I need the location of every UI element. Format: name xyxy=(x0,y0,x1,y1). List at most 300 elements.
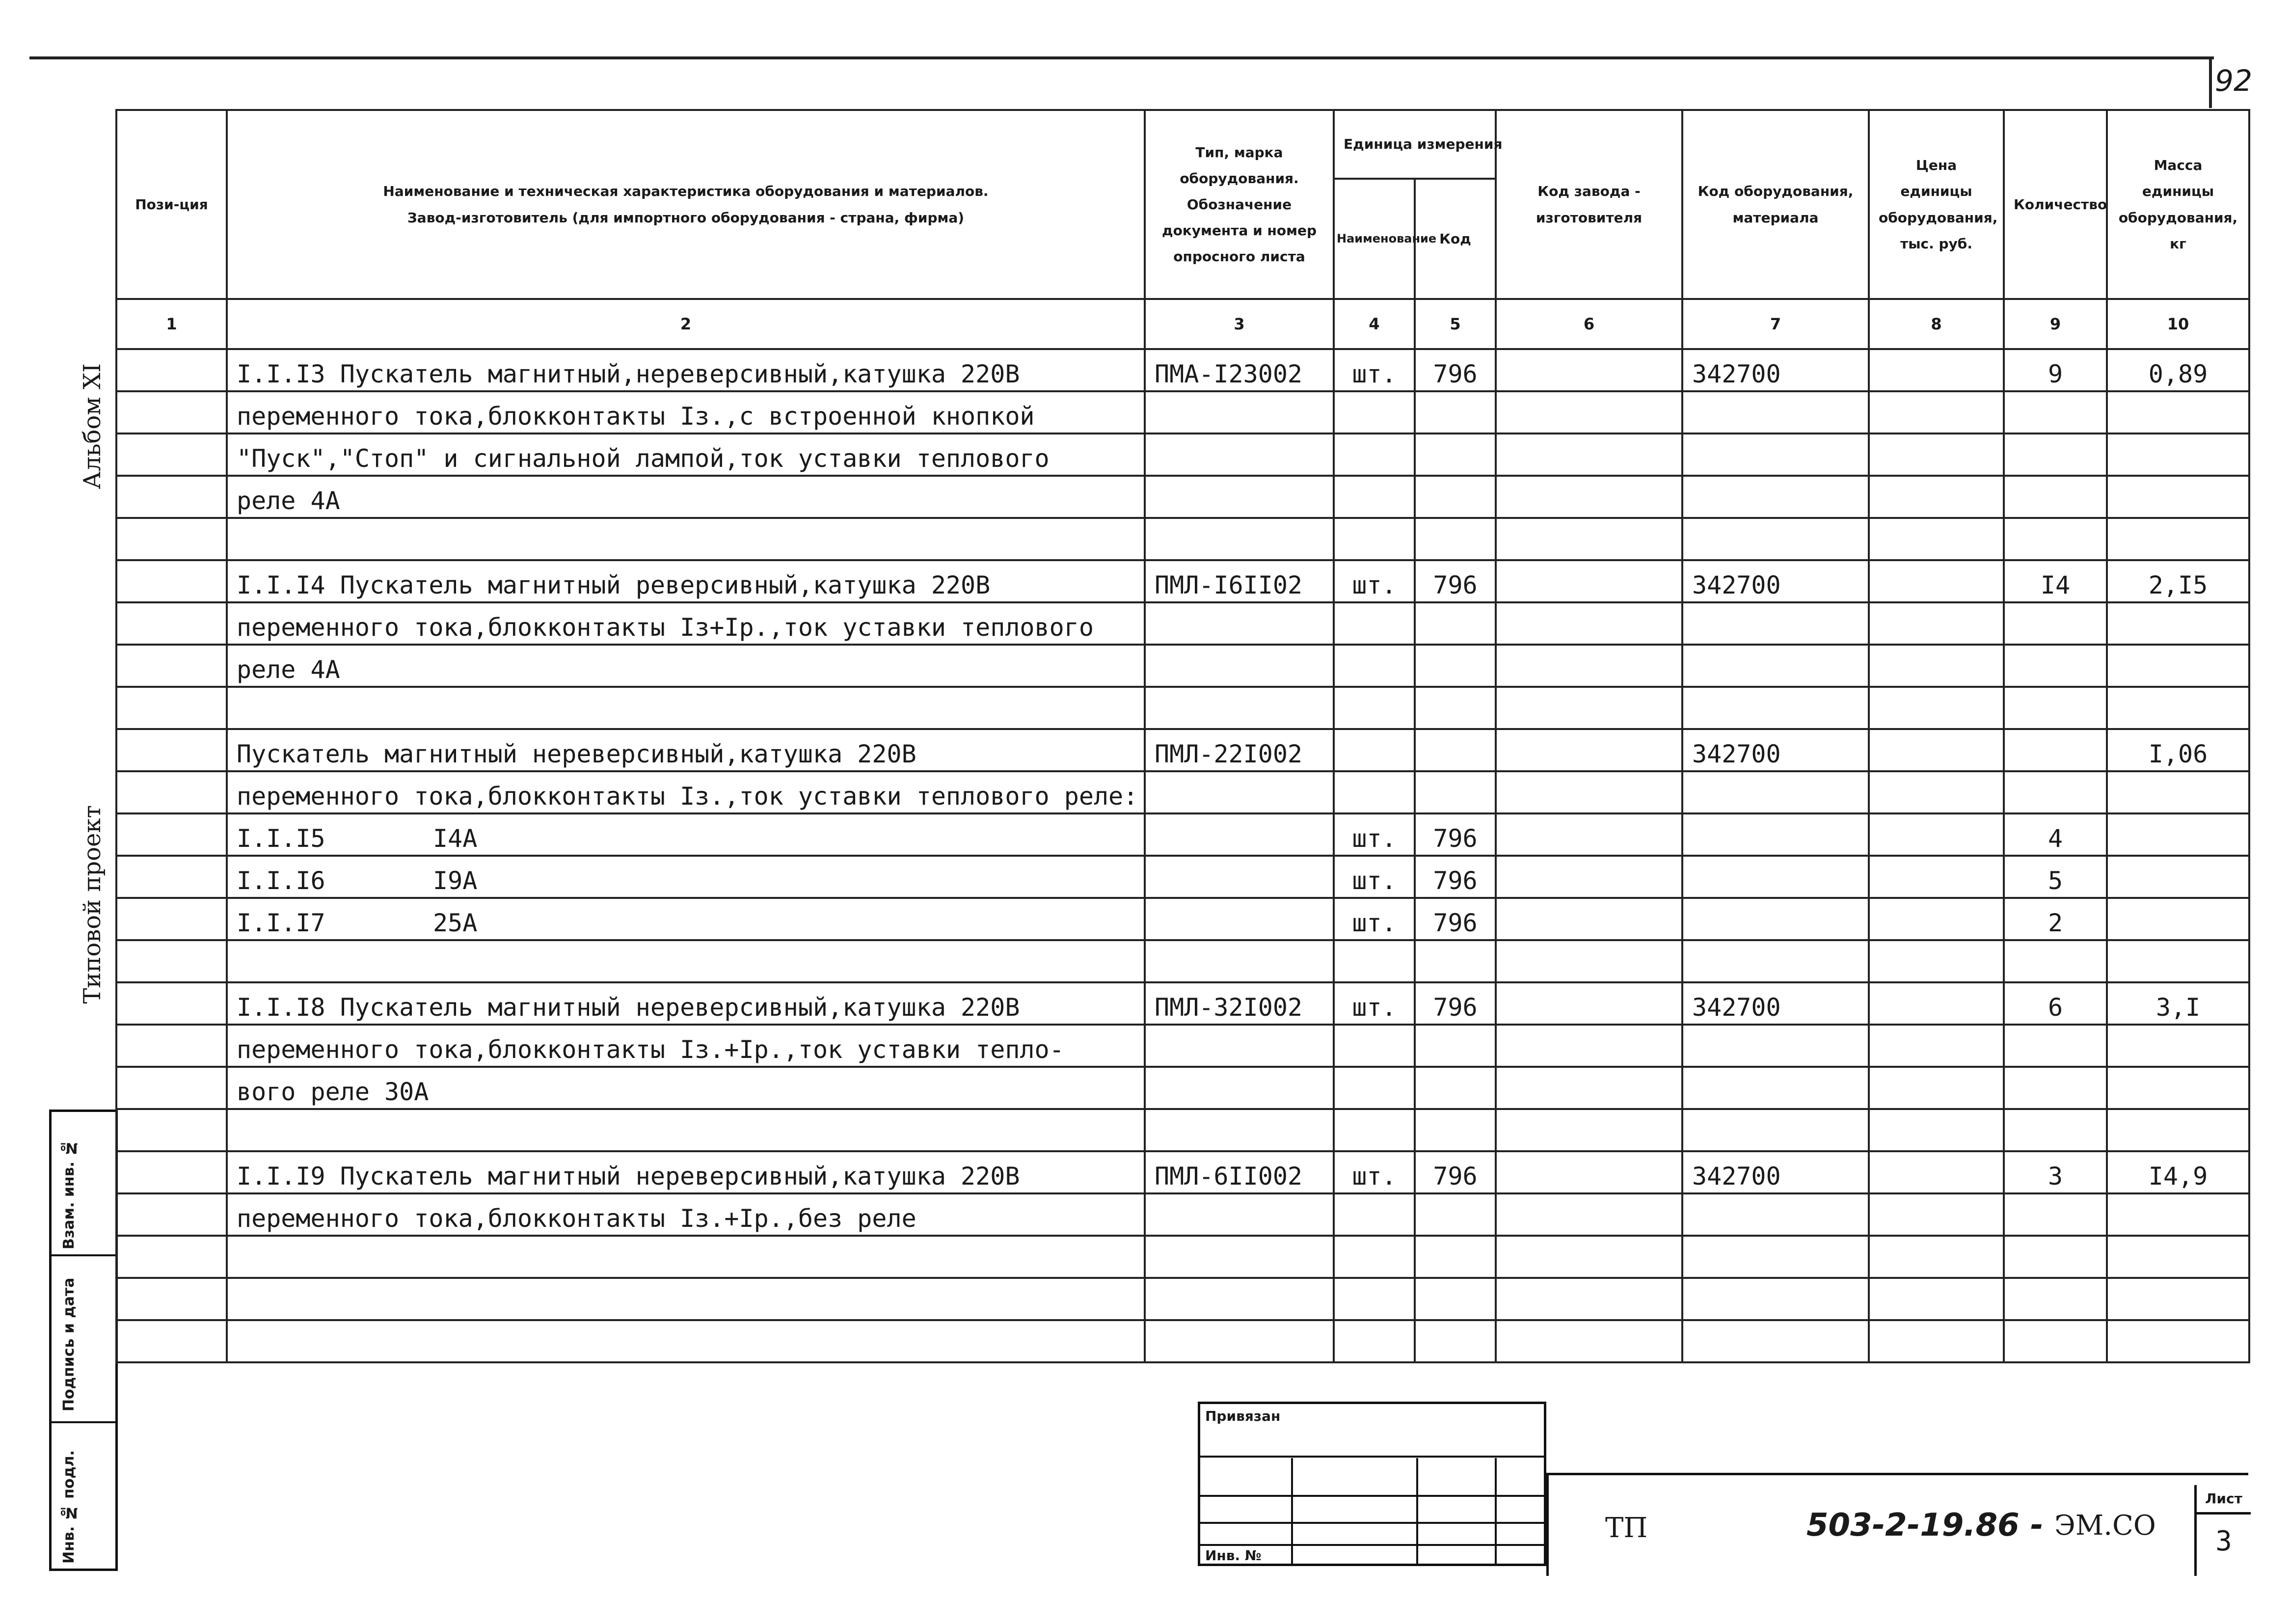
document-number: 503-2-19.86 - xyxy=(1806,1507,2044,1543)
quantity-cell: 4 xyxy=(2004,813,2107,856)
type-cell xyxy=(1145,1109,1334,1151)
quantity-cell xyxy=(2004,645,2107,687)
equipment-code-cell xyxy=(1682,898,1869,940)
quantity-cell: 9 xyxy=(2004,349,2107,391)
quantity-cell xyxy=(2004,1278,2107,1320)
position-cell xyxy=(116,1025,227,1067)
maker-code-cell xyxy=(1496,1278,1682,1320)
price-cell xyxy=(1869,433,2004,476)
unit-cell xyxy=(1334,1067,1415,1109)
price-cell xyxy=(1869,1320,2004,1362)
type-cell xyxy=(1145,771,1334,813)
mass-cell: I,06 xyxy=(2107,729,2249,771)
position-cell xyxy=(116,1320,227,1362)
type-cell: ПМА-I23002 xyxy=(1145,349,1334,391)
unit-code-cell xyxy=(1415,771,1496,813)
header-name-line1: Наименование и техническая характеристика оборудования и материалов. xyxy=(383,183,989,200)
table-row xyxy=(116,1151,2249,1193)
position-cell xyxy=(116,982,227,1025)
name-cell: переменного тока,блокконтакты Iз.+Iр.,ток уставки тепло- xyxy=(227,1025,1145,1067)
table-row xyxy=(116,687,2249,729)
price-cell xyxy=(1869,391,2004,433)
name-cell: реле 4А xyxy=(227,476,1145,518)
price-cell xyxy=(1869,1236,2004,1278)
unit-cell xyxy=(1334,1236,1415,1278)
name-cell xyxy=(227,1236,1145,1278)
price-cell xyxy=(1869,1193,2004,1236)
price-cell xyxy=(1869,1025,2004,1067)
quantity-cell xyxy=(2004,1067,2107,1109)
name-cell xyxy=(227,813,1145,856)
mass-cell xyxy=(2107,1278,2249,1320)
position-cell xyxy=(116,391,227,433)
unit-code-cell: 796 xyxy=(1415,813,1496,856)
position-cell xyxy=(116,856,227,898)
type-cell xyxy=(1145,433,1334,476)
quantity-cell xyxy=(2004,729,2107,771)
title-block-divider xyxy=(1546,1475,1549,1576)
position-cell xyxy=(116,940,227,982)
price-cell xyxy=(1869,687,2004,729)
sheet-label: Лист xyxy=(2197,1485,2251,1515)
type-cell: ПМЛ-I6II02 xyxy=(1145,560,1334,602)
maker-code-cell xyxy=(1496,940,1682,982)
price-cell xyxy=(1869,476,2004,518)
table-row xyxy=(116,1278,2249,1320)
unit-code-cell: 796 xyxy=(1415,560,1496,602)
unit-code-cell xyxy=(1415,476,1496,518)
unit-cell: шт. xyxy=(1334,349,1415,391)
type-cell: ПМЛ-22I002 xyxy=(1145,729,1334,771)
table-row xyxy=(116,813,2249,856)
unit-cell xyxy=(1334,602,1415,645)
equipment-code-cell xyxy=(1682,1109,1869,1151)
type-cell xyxy=(1145,856,1334,898)
position-cell xyxy=(116,1151,227,1193)
position-cell xyxy=(116,349,227,391)
name-cell: "Пуск","Стоп" и сигнальной лампой,ток уставки теплового xyxy=(227,433,1145,476)
document-suffix: ЭМ.СО xyxy=(2054,1510,2156,1542)
type-cell xyxy=(1145,1278,1334,1320)
type-cell xyxy=(1145,391,1334,433)
quantity-cell xyxy=(2004,476,2107,518)
price-cell xyxy=(1869,982,2004,1025)
position-cell xyxy=(116,433,227,476)
maker-code-cell xyxy=(1496,856,1682,898)
name-cell: переменного тока,блокконтакты Iз.,с встроенной кнопкой xyxy=(227,391,1145,433)
price-cell xyxy=(1869,560,2004,602)
unit-code-cell: 796 xyxy=(1415,898,1496,940)
equipment-code-cell: 342700 xyxy=(1682,729,1869,771)
equipment-code-cell xyxy=(1682,1067,1869,1109)
name-cell: I.I.I8 Пускатель магнитный нереверсивный,катушка 220В xyxy=(227,982,1145,1025)
equipment-code-cell xyxy=(1682,771,1869,813)
unit-cell xyxy=(1334,771,1415,813)
stamp-line xyxy=(1495,1458,1497,1564)
position-cell xyxy=(116,602,227,645)
table-row xyxy=(116,476,2249,518)
maker-code-cell xyxy=(1496,349,1682,391)
unit-code-cell xyxy=(1415,433,1496,476)
col-num: 8 xyxy=(1869,299,2004,349)
col-num: 9 xyxy=(2004,299,2107,349)
type-cell xyxy=(1145,940,1334,982)
mass-cell: 2,I5 xyxy=(2107,560,2249,602)
side-stamp-replace-inv: Взам. инв. № xyxy=(60,1139,78,1249)
equipment-code-cell xyxy=(1682,940,1869,982)
table-row xyxy=(116,560,2249,602)
quantity-cell xyxy=(2004,1109,2107,1151)
unit-code-cell: 796 xyxy=(1415,856,1496,898)
quantity-cell xyxy=(2004,602,2107,645)
name-cell xyxy=(227,687,1145,729)
type-cell: ПМЛ-6II002 xyxy=(1145,1151,1334,1193)
table-row xyxy=(116,1236,2249,1278)
maker-code-cell xyxy=(1496,518,1682,560)
mass-cell xyxy=(2107,602,2249,645)
name-cell: переменного тока,блокконтакты Iз.+Iр.,без реле xyxy=(227,1193,1145,1236)
quantity-cell xyxy=(2004,391,2107,433)
table-row xyxy=(116,898,2249,940)
side-stamp-signature-date: Подпись и дата xyxy=(60,1277,78,1411)
top-rule xyxy=(29,56,2214,59)
price-cell xyxy=(1869,1067,2004,1109)
quantity-cell xyxy=(2004,433,2107,476)
price-cell xyxy=(1869,771,2004,813)
name-cell xyxy=(227,1109,1145,1151)
mass-cell xyxy=(2107,1320,2249,1362)
name-cell: переменного тока,блокконтакты Iз+Iр.,ток уставки теплового xyxy=(227,602,1145,645)
position-cell xyxy=(116,898,227,940)
position-cell xyxy=(116,687,227,729)
current-setting: I4А xyxy=(433,824,478,853)
type-cell xyxy=(1145,813,1334,856)
unit-cell: шт. xyxy=(1334,560,1415,602)
position-cell xyxy=(116,1109,227,1151)
equipment-code-cell xyxy=(1682,813,1869,856)
maker-code-cell xyxy=(1496,1320,1682,1362)
side-stamp-divider xyxy=(52,1421,115,1423)
type-cell xyxy=(1145,687,1334,729)
quantity-cell xyxy=(2004,1320,2107,1362)
table-row xyxy=(116,771,2249,813)
quantity-cell: 2 xyxy=(2004,898,2107,940)
quantity-cell: 6 xyxy=(2004,982,2107,1025)
unit-code-cell: 796 xyxy=(1415,349,1496,391)
position-cell xyxy=(116,1193,227,1236)
unit-code-cell xyxy=(1415,518,1496,560)
table-row xyxy=(116,518,2249,560)
unit-cell xyxy=(1334,687,1415,729)
unit-code-cell xyxy=(1415,687,1496,729)
unit-code-cell xyxy=(1415,1109,1496,1151)
price-cell xyxy=(1869,518,2004,560)
name-cell xyxy=(227,518,1145,560)
unit-cell xyxy=(1334,940,1415,982)
unit-cell xyxy=(1334,1278,1415,1320)
equipment-code-cell: 342700 xyxy=(1682,1151,1869,1193)
header-mass: Масса единицы оборудования, кг xyxy=(2107,110,2249,299)
unit-code-cell xyxy=(1415,1320,1496,1362)
equipment-code-cell xyxy=(1682,518,1869,560)
header-position: Пози-ция xyxy=(116,110,227,299)
header-name xyxy=(227,110,1145,299)
position-cell xyxy=(116,729,227,771)
side-title-album: Альбом XI xyxy=(79,363,106,489)
mass-cell: 3,I xyxy=(2107,982,2249,1025)
price-cell xyxy=(1869,729,2004,771)
unit-cell xyxy=(1334,645,1415,687)
unit-code-cell xyxy=(1415,645,1496,687)
price-cell xyxy=(1869,856,2004,898)
equipment-code-cell xyxy=(1682,433,1869,476)
sheet-cell xyxy=(2194,1485,2251,1576)
mass-cell xyxy=(2107,433,2249,476)
side-title-project: Типовой проект xyxy=(79,805,106,1004)
stamp-line xyxy=(1200,1456,1544,1458)
stamp-inv-label: Инв. № xyxy=(1205,1547,1262,1564)
table-row xyxy=(116,940,2249,982)
position-cell xyxy=(116,645,227,687)
mass-cell xyxy=(2107,687,2249,729)
maker-code-cell xyxy=(1496,729,1682,771)
stamp-line xyxy=(1200,1495,1544,1497)
type-cell xyxy=(1145,1193,1334,1236)
type-cell xyxy=(1145,1025,1334,1067)
specification-table xyxy=(115,109,2250,1363)
unit-code-cell xyxy=(1415,391,1496,433)
name-cell: I.I.I4 Пускатель магнитный реверсивный,катушка 220В xyxy=(227,560,1145,602)
unit-cell xyxy=(1334,1109,1415,1151)
mass-cell xyxy=(2107,1067,2249,1109)
name-cell: I.I.I9 Пускатель магнитный нереверсивный,катушка 220В xyxy=(227,1151,1145,1193)
unit-cell xyxy=(1334,729,1415,771)
type-cell xyxy=(1145,1320,1334,1362)
mass-cell xyxy=(2107,645,2249,687)
col-num: 6 xyxy=(1496,299,1682,349)
quantity-cell xyxy=(2004,771,2107,813)
type-cell xyxy=(1145,1236,1334,1278)
mass-cell: I4,9 xyxy=(2107,1151,2249,1193)
unit-code-cell: 796 xyxy=(1415,1151,1496,1193)
equipment-code-cell: 342700 xyxy=(1682,349,1869,391)
table-row xyxy=(116,1193,2249,1236)
position-cell xyxy=(116,1236,227,1278)
mass-cell xyxy=(2107,898,2249,940)
unit-cell: шт. xyxy=(1334,813,1415,856)
equipment-code-cell xyxy=(1682,1025,1869,1067)
current-setting: I9А xyxy=(433,866,478,895)
unit-code-cell xyxy=(1415,1193,1496,1236)
unit-cell xyxy=(1334,1025,1415,1067)
maker-code-cell xyxy=(1496,1109,1682,1151)
maker-code-cell xyxy=(1496,687,1682,729)
quantity-cell xyxy=(2004,1236,2107,1278)
mass-cell xyxy=(2107,518,2249,560)
unit-cell: шт. xyxy=(1334,856,1415,898)
table-row xyxy=(116,1109,2249,1151)
position-cell xyxy=(116,813,227,856)
maker-code-cell xyxy=(1496,1067,1682,1109)
table-row xyxy=(116,433,2249,476)
unit-cell xyxy=(1334,1320,1415,1362)
unit-code-cell xyxy=(1415,1236,1496,1278)
quantity-cell xyxy=(2004,1193,2107,1236)
price-cell xyxy=(1869,602,2004,645)
mass-cell xyxy=(2107,1025,2249,1067)
quantity-cell xyxy=(2004,940,2107,982)
name-cell: Пускатель магнитный нереверсивный,катушка 220В xyxy=(227,729,1145,771)
unit-code-cell xyxy=(1415,1067,1496,1109)
name-cell xyxy=(227,1320,1145,1362)
maker-code-cell xyxy=(1496,813,1682,856)
maker-code-cell xyxy=(1496,1236,1682,1278)
price-cell xyxy=(1869,1109,2004,1151)
table-row xyxy=(116,729,2249,771)
unit-code-cell: 796 xyxy=(1415,982,1496,1025)
equipment-code-cell xyxy=(1682,602,1869,645)
table-row xyxy=(116,1320,2249,1362)
table-row xyxy=(116,602,2249,645)
name-cell xyxy=(227,1278,1145,1320)
unit-code-cell xyxy=(1415,729,1496,771)
equipment-code-cell xyxy=(1682,856,1869,898)
maker-code-cell xyxy=(1496,1025,1682,1067)
unit-code-cell xyxy=(1415,1025,1496,1067)
position-cell xyxy=(116,1067,227,1109)
mass-cell: 0,89 xyxy=(2107,349,2249,391)
position-cell xyxy=(116,1278,227,1320)
position-cell xyxy=(116,476,227,518)
unit-cell xyxy=(1334,433,1415,476)
position-number: I.I.I6 xyxy=(237,866,325,895)
name-cell: вого реле 30А xyxy=(227,1067,1145,1109)
side-stamp-divider xyxy=(52,1254,115,1256)
quantity-cell xyxy=(2004,687,2107,729)
header-maker-code: Код завода - изготовителя xyxy=(1496,110,1682,299)
type-cell xyxy=(1145,645,1334,687)
equipment-code-cell xyxy=(1682,391,1869,433)
equipment-code-cell xyxy=(1682,1236,1869,1278)
type-cell xyxy=(1145,602,1334,645)
equipment-code-cell xyxy=(1682,476,1869,518)
mass-cell xyxy=(2107,813,2249,856)
equipment-code-cell xyxy=(1682,1320,1869,1362)
maker-code-cell xyxy=(1496,1193,1682,1236)
quantity-cell: 3 xyxy=(2004,1151,2107,1193)
equipment-code-cell: 342700 xyxy=(1682,560,1869,602)
unit-cell: шт. xyxy=(1334,982,1415,1025)
maker-code-cell xyxy=(1496,771,1682,813)
mass-cell xyxy=(2107,940,2249,982)
quantity-cell: I4 xyxy=(2004,560,2107,602)
maker-code-cell xyxy=(1496,391,1682,433)
header-name-line2: Завод-изготовитель (для импортного оборудования - страна, фирма) xyxy=(407,209,965,226)
price-cell xyxy=(1869,645,2004,687)
unit-cell: шт. xyxy=(1334,898,1415,940)
title-block-code: ТП xyxy=(1605,1512,1648,1544)
quantity-cell xyxy=(2004,1025,2107,1067)
name-cell xyxy=(227,856,1145,898)
header-equipment-code: Код оборудования, материала xyxy=(1682,110,1869,299)
name-cell xyxy=(227,940,1145,982)
current-setting: 25А xyxy=(433,909,478,937)
title-block xyxy=(1546,1473,2248,1576)
type-cell xyxy=(1145,898,1334,940)
name-cell xyxy=(227,898,1145,940)
maker-code-cell xyxy=(1496,602,1682,645)
mass-cell xyxy=(2107,1109,2249,1151)
mass-cell xyxy=(2107,771,2249,813)
side-stamp-original-inv: Инв. № подл. xyxy=(60,1450,78,1564)
unit-cell xyxy=(1334,476,1415,518)
maker-code-cell xyxy=(1496,898,1682,940)
maker-code-cell xyxy=(1496,433,1682,476)
equipment-code-cell xyxy=(1682,687,1869,729)
name-cell: переменного тока,блокконтакты Iз.,ток уставки теплового реле: xyxy=(227,771,1145,813)
stamp-line xyxy=(1200,1522,1544,1524)
col-num: 3 xyxy=(1145,299,1334,349)
unit-code-cell xyxy=(1415,602,1496,645)
table-row xyxy=(116,982,2249,1025)
header-unit-code: Код xyxy=(1415,179,1496,299)
maker-code-cell xyxy=(1496,476,1682,518)
stamp-line xyxy=(1200,1544,1544,1546)
page-number: 92 xyxy=(2214,64,2253,98)
col-num: 5 xyxy=(1415,299,1496,349)
unit-cell xyxy=(1334,391,1415,433)
name-cell: I.I.I3 Пускатель магнитный,нереверсивный,катушка 220В xyxy=(227,349,1145,391)
table-row xyxy=(116,645,2249,687)
stamp-line xyxy=(1416,1458,1418,1564)
quantity-cell xyxy=(2004,518,2107,560)
price-cell xyxy=(1869,349,2004,391)
mass-cell xyxy=(2107,391,2249,433)
table-row xyxy=(116,856,2249,898)
mass-cell xyxy=(2107,856,2249,898)
binding-stamp xyxy=(1198,1402,1546,1566)
stamp-bound-label: Привязан xyxy=(1205,1408,1281,1424)
price-cell xyxy=(1869,1151,2004,1193)
position-number: I.I.I7 xyxy=(237,909,325,937)
price-cell xyxy=(1869,1278,2004,1320)
stamp-line xyxy=(1291,1458,1293,1564)
table-row xyxy=(116,1067,2249,1109)
table-row xyxy=(116,391,2249,433)
table-row xyxy=(116,1025,2249,1067)
unit-code-cell xyxy=(1415,940,1496,982)
header-unit-name: Наименование xyxy=(1334,179,1415,299)
mass-cell xyxy=(2107,476,2249,518)
price-cell xyxy=(1869,940,2004,982)
equipment-code-cell: 342700 xyxy=(1682,982,1869,1025)
unit-cell xyxy=(1334,1193,1415,1236)
unit-cell: шт. xyxy=(1334,1151,1415,1193)
header-quantity: Количество xyxy=(2004,110,2107,299)
type-cell xyxy=(1145,518,1334,560)
col-num: 10 xyxy=(2107,299,2249,349)
position-cell xyxy=(116,560,227,602)
price-cell xyxy=(1869,898,2004,940)
side-stamp xyxy=(49,1110,118,1571)
type-cell: ПМЛ-32I002 xyxy=(1145,982,1334,1025)
header-unit: Единица измерения xyxy=(1334,110,1496,179)
equipment-code-cell xyxy=(1682,1193,1869,1236)
maker-code-cell xyxy=(1496,645,1682,687)
equipment-code-cell xyxy=(1682,645,1869,687)
position-number: I.I.I5 xyxy=(237,824,325,853)
header-price: Цена единицы оборудования, тыс. руб. xyxy=(1869,110,2004,299)
